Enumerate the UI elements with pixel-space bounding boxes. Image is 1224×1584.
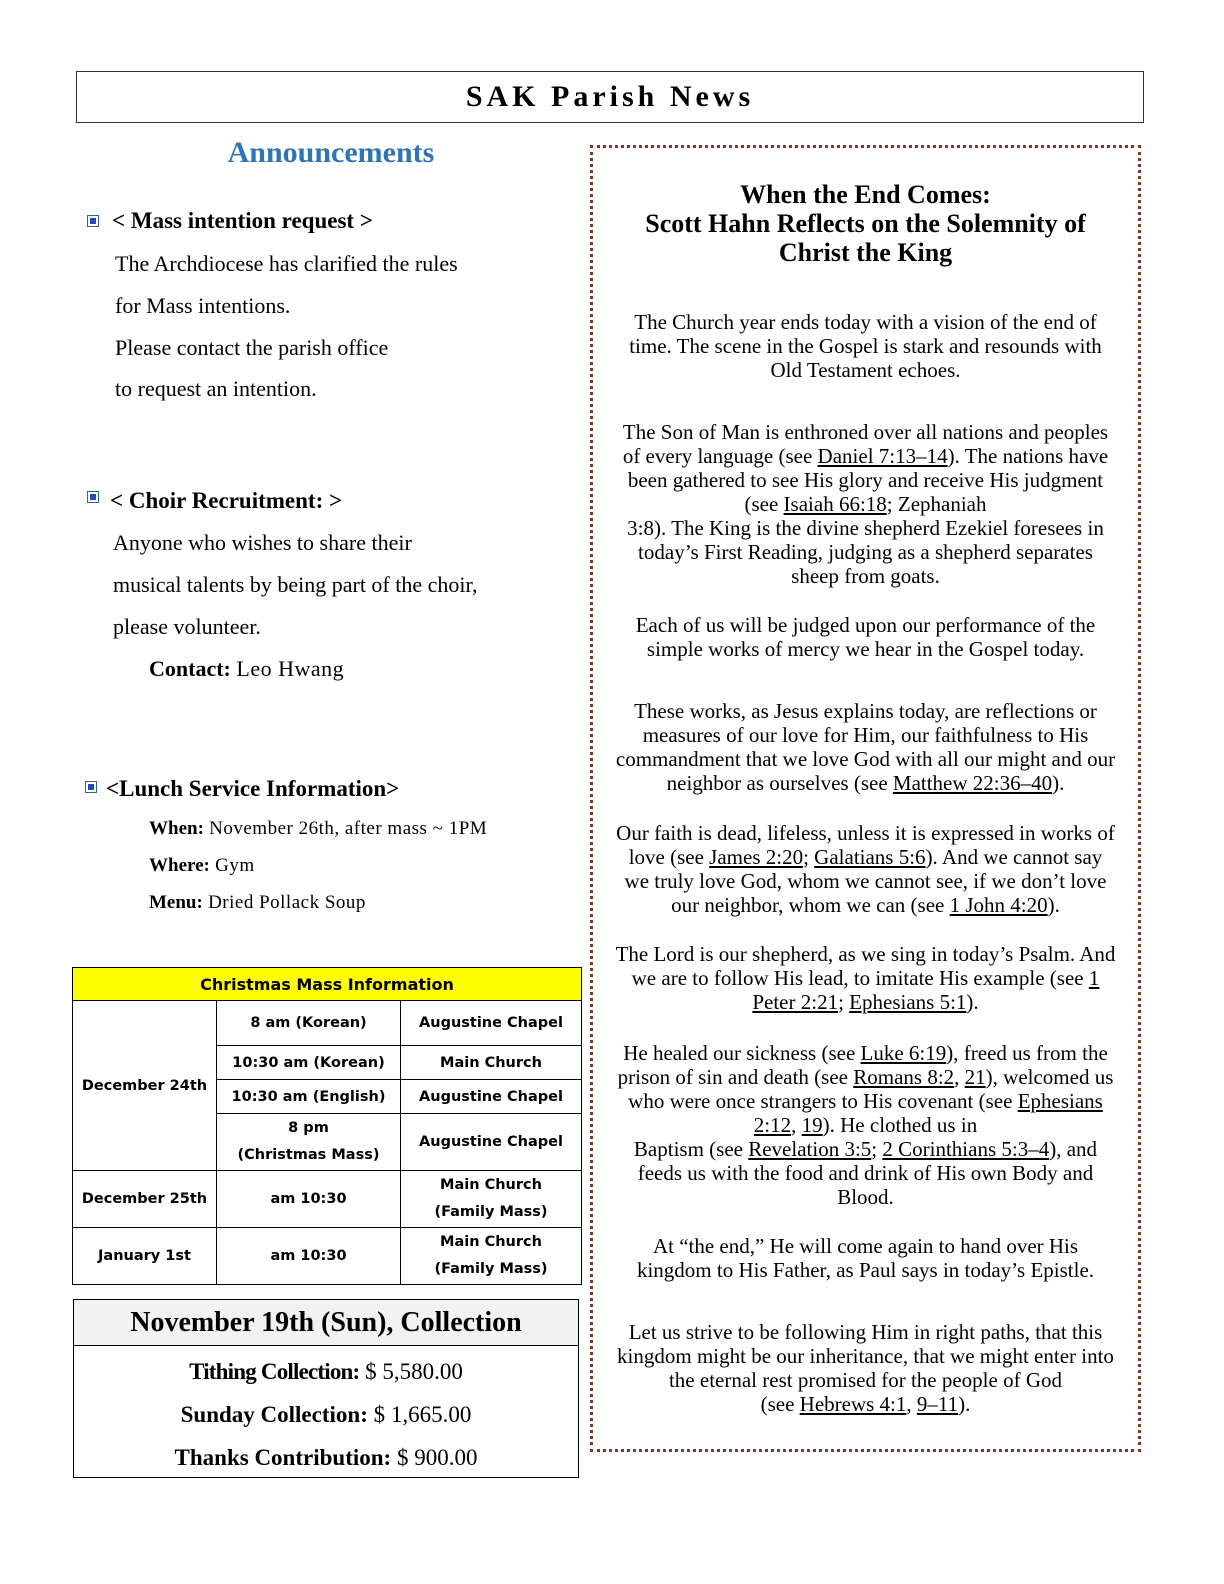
text-line [599, 1137, 1132, 1161]
time-line: 8 pm [288, 1120, 329, 1136]
text-line: The Son of Man is enthroned over all nations and peoples [622, 420, 1109, 444]
scripture-link[interactable]: 21 [964, 1065, 986, 1089]
text-line: been gathered to see His glory and receive His judgment [627, 468, 1104, 492]
tithing-line [74, 1354, 578, 1389]
bullet-square-icon [87, 491, 99, 503]
text: He healed our sickness (see [623, 1041, 861, 1065]
place-line: Main Church [440, 1234, 542, 1250]
text-line [599, 492, 1132, 516]
text: ). The nations have [947, 444, 1109, 468]
article-paragraph [599, 699, 1132, 795]
time-line: (Christmas Mass) [237, 1147, 380, 1163]
text: who were once strangers to His covenant (see [628, 1089, 1018, 1113]
menu-label: Menu: [149, 892, 203, 913]
where-label: Where: [149, 855, 210, 876]
article-box [590, 145, 1141, 1452]
text: neighbor as ourselves (see [666, 771, 893, 795]
text-line [599, 990, 1132, 1014]
place-cell: Augustine Chapel [401, 1114, 582, 1171]
scripture-link[interactable]: 1 John 4:20 [949, 893, 1048, 917]
menu-value: Dried Pollack Soup [208, 892, 366, 913]
text-line [599, 1089, 1132, 1113]
mass-intention-line: to request an intention. [115, 376, 317, 401]
mass-intention-line: Please contact the parish office [115, 335, 389, 360]
scripture-link[interactable]: Hebrews 4:1 [799, 1392, 907, 1416]
time-cell: am 10:30 [217, 1228, 401, 1285]
lunch-when [149, 818, 487, 840]
lunch-where [149, 855, 255, 877]
place-cell: Augustine Chapel [401, 1001, 582, 1046]
collection-box [73, 1299, 579, 1478]
tithing-value: $ 5,580.00 [365, 1359, 463, 1384]
article-title [593, 180, 1138, 267]
text-line: 3:8). The King is the divine shepherd Ezekiel foresees in [627, 516, 1104, 540]
mass-intention-line: for Mass intentions. [115, 293, 291, 318]
time-cell: 8 am (Korean) [217, 1001, 401, 1046]
scripture-link[interactable]: 2 Corinthians 5:3–4 [882, 1137, 1050, 1161]
text: we are to follow His lead, to imitate His example (see [631, 966, 1089, 990]
choir-line: musical talents by being part of the choir, [113, 572, 478, 597]
contact-value: Leo Hwang [236, 656, 345, 681]
text-line [599, 966, 1132, 990]
mass-intention-heading: < Mass intention request > [112, 208, 373, 233]
text-line: Each of us will be judged upon our performance of the [635, 613, 1096, 637]
article-paragraph [599, 420, 1132, 588]
scripture-link[interactable]: Ephesians [1017, 1089, 1103, 1113]
bullet-square-icon [85, 781, 97, 793]
text-line [599, 771, 1132, 795]
text-line: the eternal rest promised for the people of God [668, 1368, 1063, 1392]
choir-heading: < Choir Recruitment: > [110, 488, 343, 513]
text-line: Blood. [837, 1185, 894, 1209]
choir-line: please volunteer. [113, 614, 261, 639]
text: of every language (see [622, 444, 818, 468]
choir-line: Anyone who wishes to share their [113, 530, 412, 555]
place-cell: Main Church [401, 1046, 582, 1080]
sunday-value: $ 1,665.00 [373, 1402, 472, 1427]
place-cell: Augustine Chapel [401, 1080, 582, 1114]
text-line [599, 893, 1132, 917]
text: ). [966, 990, 979, 1014]
text: ). He clothed us in [822, 1113, 978, 1137]
article-paragraph [599, 821, 1132, 917]
thanks-line [74, 1440, 578, 1475]
scripture-link[interactable]: Daniel 7:13–14 [817, 444, 948, 468]
text-line: Our faith is dead, lifeless, unless it is expressed in works of [616, 821, 1115, 845]
thanks-label: Thanks Contribution: [174, 1445, 392, 1470]
article-paragraph [599, 1320, 1132, 1416]
text: ). [1052, 771, 1065, 795]
date-cell: January 1st [73, 1228, 217, 1285]
text-line: kingdom might be our inheritance, that we might enter into [617, 1344, 1114, 1368]
masthead [76, 71, 1144, 123]
collection-title: November 19th (Sun), Collection [74, 1300, 578, 1346]
time-cell: 10:30 am (Korean) [217, 1046, 401, 1080]
text-line: feeds us with the food and drink of His own Body and [637, 1161, 1094, 1185]
text-line [599, 444, 1132, 468]
scripture-link[interactable]: Galatians 5:6 [814, 845, 926, 869]
scripture-link[interactable]: Peter 2:21 [752, 990, 839, 1014]
scripture-link[interactable]: Luke 6:19 [860, 1041, 947, 1065]
text: ), welcomed us [985, 1065, 1114, 1089]
scripture-link[interactable]: 19 [801, 1113, 823, 1137]
sunday-label: Sunday Collection: [180, 1402, 368, 1427]
title-line: Christ the King [778, 238, 953, 267]
time-cell: 10:30 am (English) [217, 1080, 401, 1114]
place-line: (Family Mass) [434, 1261, 548, 1277]
scripture-link[interactable]: Revelation 3:5 [748, 1137, 872, 1161]
sunday-line [74, 1397, 578, 1432]
text-line: time. The scene in the Gospel is stark and resounds with [629, 334, 1102, 358]
text-line: Old Testament echoes. [770, 358, 961, 382]
announcements-title: Announcements [227, 136, 435, 169]
text-line: measures of our love for Him, our faithfulness to His [642, 723, 1089, 747]
scripture-link[interactable]: 9–11 [916, 1392, 959, 1416]
text: ). And we cannot say [925, 845, 1103, 869]
date-cell: December 25th [73, 1171, 217, 1228]
text-line: we truly love God, whom we cannot see, if we don’t love [624, 869, 1107, 893]
thanks-value: $ 900.00 [396, 1445, 478, 1470]
place-cell [401, 1171, 582, 1228]
text-line: sheep from goats. [791, 564, 940, 588]
text-line: These works, as Jesus explains today, are reflections or [634, 699, 1097, 723]
when-label: When: [149, 818, 204, 839]
text: ). [958, 1392, 971, 1416]
when-value: November 26th, after mass ~ 1PM [209, 818, 488, 839]
time-cell [217, 1114, 401, 1171]
text-line: kingdom to His Father, as Paul says in today’s Epistle. [636, 1258, 1095, 1282]
text: ; [803, 845, 815, 869]
text: ; [838, 990, 850, 1014]
place-line: (Family Mass) [434, 1204, 548, 1220]
article-paragraph [599, 942, 1132, 1014]
text-line: The Lord is our shepherd, as we sing in today’s Psalm. And [615, 942, 1116, 966]
where-value: Gym [215, 855, 255, 876]
text-line [599, 1041, 1132, 1065]
text: ; Zephaniah [886, 492, 987, 516]
text-line: today’s First Reading, judging as a shepherd separates [638, 540, 1093, 564]
lunch-menu [149, 892, 366, 914]
scripture-link[interactable]: Ephesians 5:1 [849, 990, 967, 1014]
article-paragraph [599, 613, 1132, 661]
text: Baptism (see [633, 1137, 749, 1161]
article-paragraph [599, 1234, 1132, 1282]
text: , [791, 1113, 802, 1137]
bullet-square-icon [87, 215, 99, 227]
text-line [599, 845, 1132, 869]
text: , [906, 1392, 917, 1416]
text-line [599, 1065, 1132, 1089]
title-line: When the End Comes: [740, 180, 991, 209]
text: ). [1047, 893, 1060, 917]
text-line [599, 1113, 1132, 1137]
text: prison of sin and death (see [617, 1065, 854, 1089]
time-cell: am 10:30 [217, 1171, 401, 1228]
text: ), freed us from the [946, 1041, 1108, 1065]
text-line: Let us strive to be following Him in right paths, that this [628, 1320, 1103, 1344]
text-line: commandment that we love God with all our might and our [615, 747, 1116, 771]
scripture-link[interactable]: Isaiah 66:18 [783, 492, 887, 516]
date-cell: December 24th [73, 1001, 217, 1171]
place-line: Main Church [440, 1177, 542, 1193]
text-line [599, 1392, 1132, 1416]
article-paragraph [599, 310, 1132, 382]
text: ; [871, 1137, 883, 1161]
table-title: Christmas Mass Information [73, 968, 582, 1001]
lunch-heading: <Lunch Service Information> [106, 776, 400, 801]
text: (see [744, 492, 784, 516]
scripture-link[interactable]: 2:12 [753, 1113, 792, 1137]
scripture-link[interactable]: James 2:20 [709, 845, 804, 869]
text: love (see [628, 845, 710, 869]
text: (see [760, 1392, 800, 1416]
article-paragraph [599, 1041, 1132, 1209]
tithing-label: Tithing Collection: [189, 1359, 360, 1384]
text-line: At “the end,” He will come again to hand over His [652, 1234, 1079, 1258]
choir-contact [149, 656, 344, 682]
text: our neighbor, whom we can (see [671, 893, 950, 917]
scripture-link[interactable]: Matthew 22:36–40 [892, 771, 1053, 795]
text: ), and [1049, 1137, 1098, 1161]
text-line: simple works of mercy we hear in the Gospel today. [646, 637, 1085, 661]
title-line: Scott Hahn Reflects on the Solemnity of [645, 209, 1086, 238]
mass-intention-line: The Archdiocese has clarified the rules [115, 251, 458, 276]
place-cell [401, 1228, 582, 1285]
scripture-link[interactable]: 1 [1088, 966, 1100, 990]
text: , [954, 1065, 965, 1089]
scripture-link[interactable]: Romans 8:2 [853, 1065, 955, 1089]
text-line: The Church year ends today with a vision of the end of [634, 310, 1097, 334]
newsletter-title: SAK Parish News [465, 80, 755, 113]
christmas-mass-table [72, 967, 582, 1285]
contact-label: Contact: [149, 656, 231, 681]
